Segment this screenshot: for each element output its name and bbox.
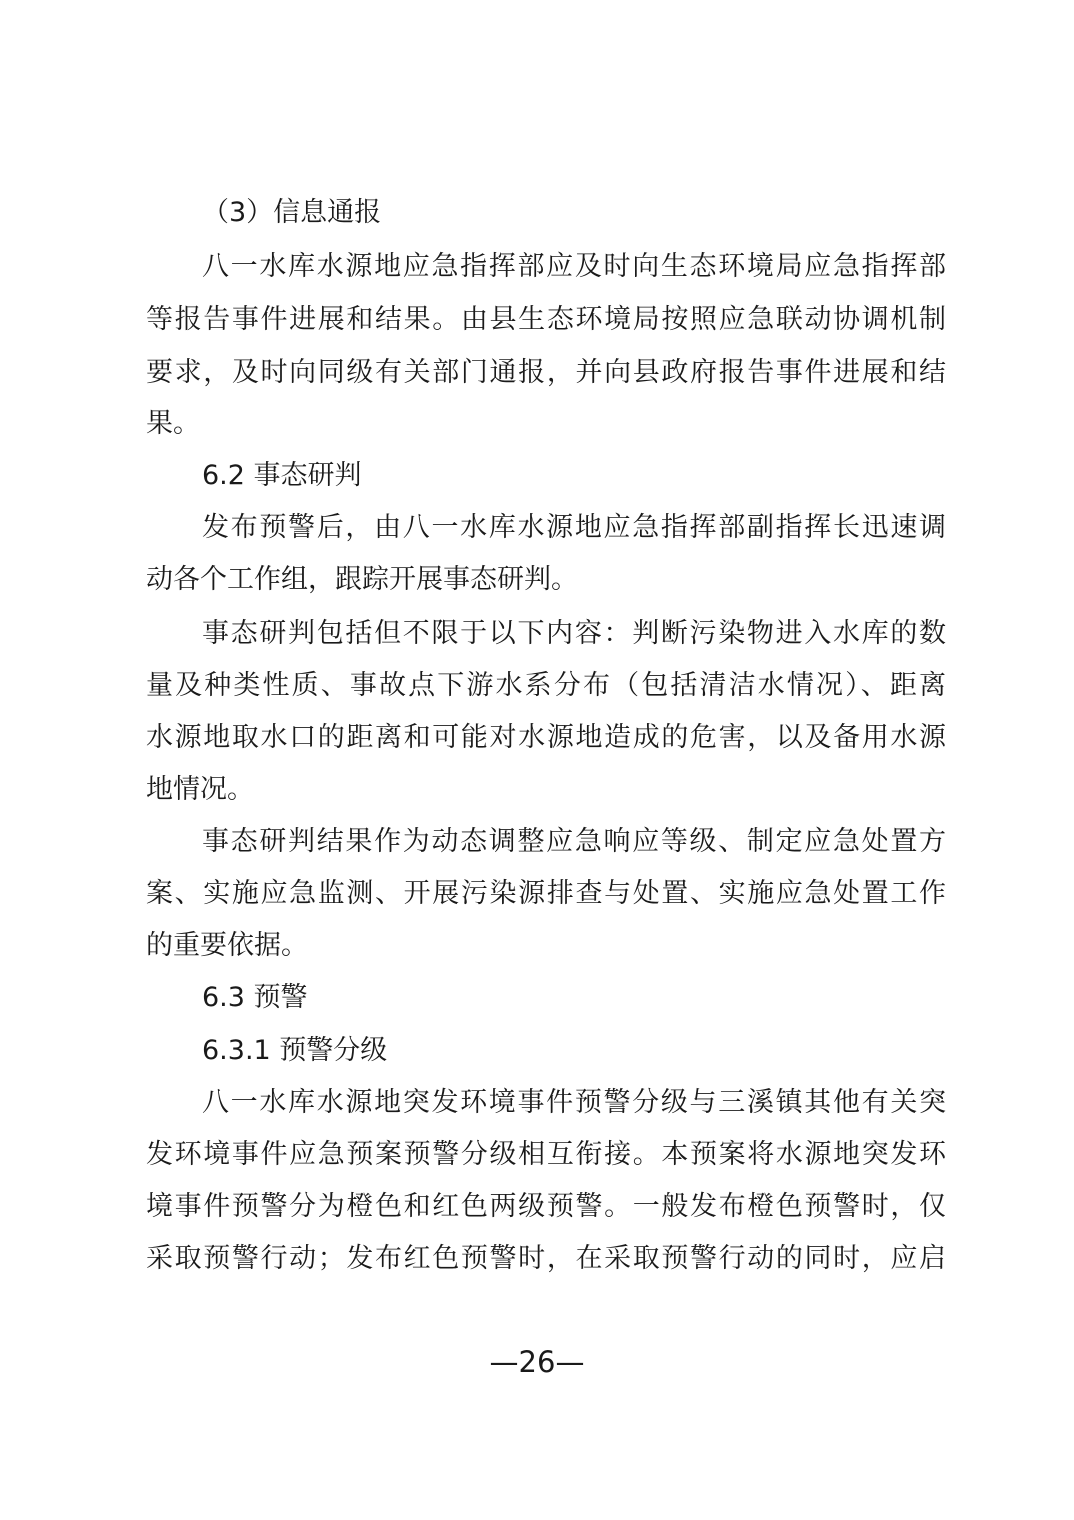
section-heading-6-3: 6.3 预警	[202, 982, 308, 1013]
paragraph-line: 动各个工作组，跟踪开展事态研判。	[146, 564, 578, 595]
paragraph-line: 案、实施应急监测、开展污染源排查与处置、实施应急处置工作	[146, 878, 946, 909]
paragraph-line: 量及种类性质、事故点下游水系分布（包括清洁水情况）、距离	[146, 670, 946, 701]
paragraph-line: 发环境事件应急预案预警分级相互衔接。本预案将水源地突发环	[146, 1139, 946, 1170]
paragraph-line: 等报告事件进展和结果。由县生态环境局按照应急联动协调机制	[146, 304, 946, 335]
paragraph-line: 境事件预警分为橙色和红色两级预警。一般发布橙色预警时，仅	[146, 1191, 946, 1222]
paragraph-line: 果。	[146, 408, 200, 439]
paragraph-line: 水源地取水口的距离和可能对水源地造成的危害，以及备用水源	[146, 722, 946, 753]
paragraph-line: 八一水库水源地突发环境事件预警分级与三溪镇其他有关突	[202, 1087, 946, 1118]
paragraph-line: 要求，及时向同级有关部门通报，并向县政府报告事件进展和结	[146, 357, 946, 388]
section-heading-6-3-1: 6.3.1 预警分级	[202, 1035, 388, 1066]
paragraph-line: 采取预警行动；发布红色预警时，在采取预警行动的同时，应启	[146, 1243, 946, 1274]
paragraph-line: 事态研判包括但不限于以下内容：判断污染物进入水库的数	[202, 618, 946, 649]
paragraph-line: 发布预警后，由八一水库水源地应急指挥部副指挥长迅速调	[202, 512, 946, 543]
page-number: —26—	[489, 1345, 585, 1379]
paragraph-line: 的重要依据。	[146, 930, 308, 961]
section-heading-6-2: 6.2 事态研判	[202, 460, 362, 491]
paragraph-line: 八一水库水源地应急指挥部应及时向生态环境局应急指挥部	[202, 251, 946, 282]
paragraph-line: 事态研判结果作为动态调整应急响应等级、制定应急处置方	[202, 826, 946, 857]
paragraph-line: 地情况。	[146, 774, 254, 805]
subheading-info-report: （3）信息通报	[202, 197, 382, 228]
